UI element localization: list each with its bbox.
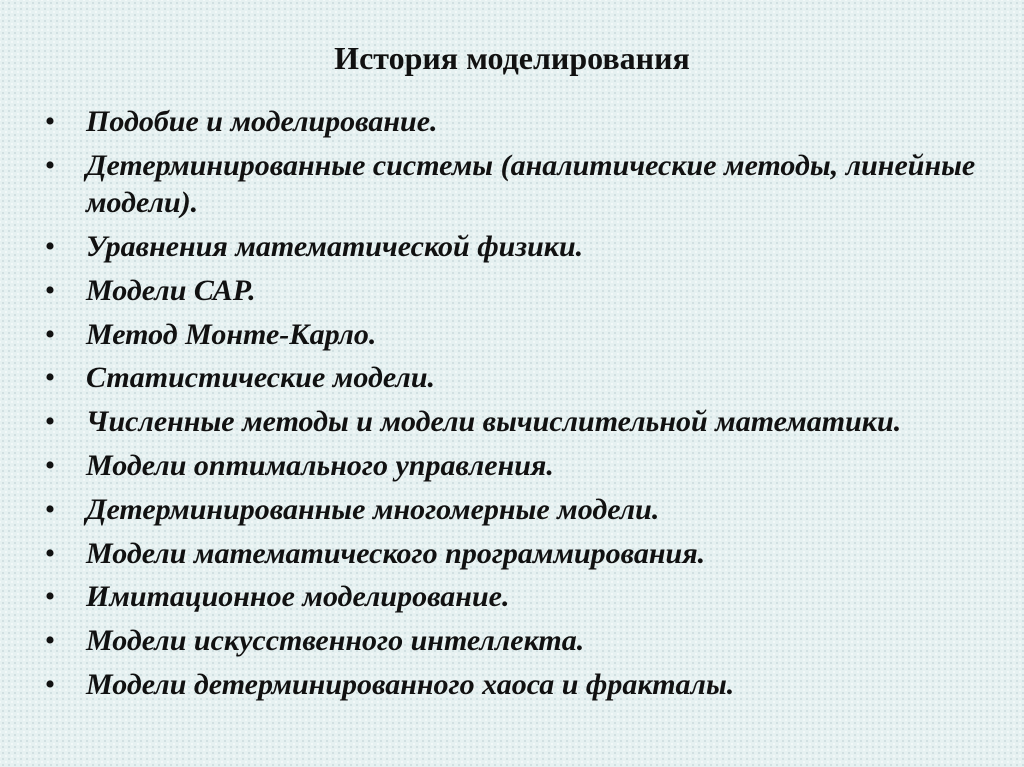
list-item — [40, 147, 1000, 222]
list-item — [40, 491, 1000, 529]
list-item — [40, 578, 1000, 616]
list-item-text: Детерминированные многомерные модели. — [86, 492, 660, 526]
list-item-text: Имитационное моделирование. — [86, 580, 510, 614]
list-item — [40, 272, 1000, 310]
list-item-text: Модели оптимального управления. — [86, 449, 554, 483]
bullet-icon: • — [44, 317, 56, 351]
bullet-icon: • — [44, 580, 56, 614]
bullet-icon: • — [44, 361, 56, 395]
list-item — [40, 359, 1000, 397]
list-item — [40, 535, 1000, 573]
list-item-text: Подобие и моделирование. — [86, 105, 438, 138]
list-item-text: Численные методы и модели вычислительной математики. — [86, 405, 902, 439]
bullet-icon: • — [44, 405, 56, 439]
list-item — [40, 403, 1000, 441]
bullet-icon: • — [44, 624, 56, 658]
list-item — [40, 103, 1000, 141]
bullet-icon: • — [44, 492, 56, 526]
bullet-icon: • — [44, 230, 56, 264]
bullet-icon: • — [44, 105, 56, 138]
list-item-text: Статистические модели. — [86, 361, 435, 395]
list-item-text: Модели математического программирования. — [86, 536, 706, 570]
list-item — [40, 447, 1000, 485]
list-item-text: Метод Монте-Карло. — [86, 317, 377, 351]
bullet-list — [40, 103, 1000, 710]
list-item-text: Уравнения математической физики. — [86, 230, 584, 264]
bullet-icon: • — [44, 449, 56, 483]
bullet-icon: • — [44, 668, 56, 702]
list-item-text: Модели детерминированного хаоса и фракталы. — [86, 668, 735, 702]
list-item — [40, 316, 1000, 354]
list-item-text: Модели искусственного интеллекта. — [86, 624, 585, 658]
bullet-icon: • — [44, 273, 56, 307]
bullet-icon: • — [44, 536, 56, 570]
list-item — [40, 666, 1000, 704]
list-item-text: Детерминированные системы (аналитические методы, линейные модели). — [86, 148, 976, 220]
list-item-text: Модели САР. — [86, 273, 256, 307]
bullet-icon: • — [44, 148, 56, 182]
list-item — [40, 228, 1000, 266]
slide-title: История моделирования — [334, 40, 690, 76]
list-item — [40, 622, 1000, 660]
